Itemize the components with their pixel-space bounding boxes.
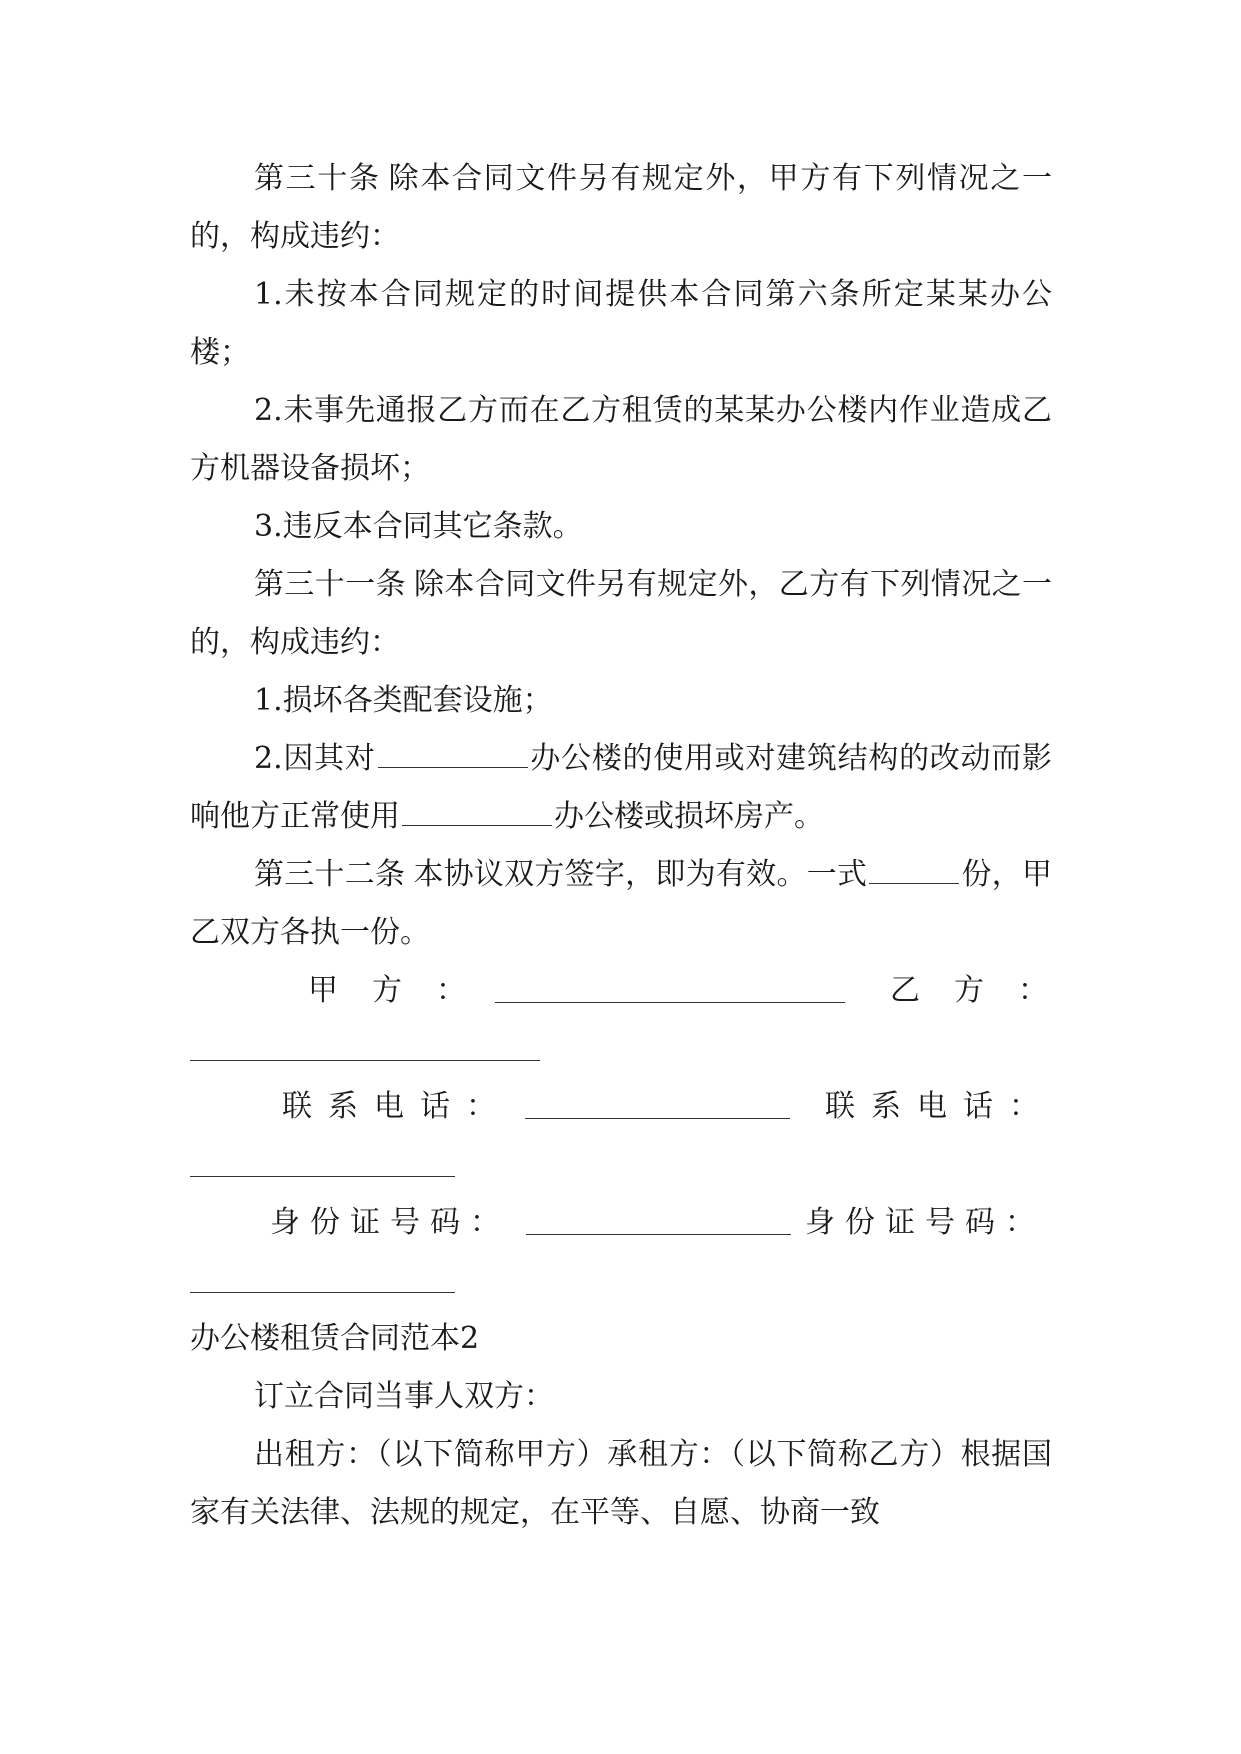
- id-a-line[interactable]: [526, 1234, 791, 1235]
- article-32-title: 第三十二条: [254, 857, 406, 892]
- phone-b-line-row: [190, 1136, 1052, 1194]
- article-30: [190, 150, 1052, 266]
- id-b-line-row: [190, 1252, 1052, 1310]
- phone-b-line[interactable]: [190, 1176, 455, 1177]
- phone-a-label: 联系电话：: [282, 1089, 512, 1124]
- item2-part-c: 办公楼或损坏房产。: [554, 799, 824, 834]
- party-row: [190, 962, 1082, 1020]
- article-32-text-b: 份，甲乙双方各执一份。: [190, 857, 1053, 950]
- article-31-title: 第三十一条: [254, 567, 406, 602]
- id-row: [190, 1194, 1052, 1252]
- party-b-line-row: [190, 1020, 1052, 1078]
- item2-part-b: 办公楼的使用或对建筑结构的改动而影响他方正常使用: [190, 741, 1053, 834]
- party-b-label: 乙方：: [890, 973, 1082, 1008]
- parties-line: 出租方：（以下简称甲方）承租方：（以下简称乙方）根据国家有关法律、法规的规定，在平等、自愿、协商一致: [190, 1437, 1052, 1530]
- article-32: [190, 846, 1052, 962]
- article-30-text: 除本合同文件另有规定外，甲方有下列情况之一的，构成违约：: [190, 161, 1053, 254]
- document-page: [190, 150, 1082, 1542]
- contract-2-heading: 办公楼租赁合同范本2: [190, 1321, 480, 1356]
- blank-field[interactable]: [402, 803, 552, 826]
- article-32-text-a: 本协议双方签字，即为有效。一式: [413, 857, 868, 892]
- article-31-item-1: 1.损坏各类配套设施；: [254, 683, 553, 718]
- phone-a-line[interactable]: [525, 1118, 790, 1119]
- phone-row: [190, 1078, 1055, 1136]
- id-b-line[interactable]: [190, 1292, 455, 1293]
- copies-blank[interactable]: [869, 861, 959, 884]
- article-30-item-2: 2.未事先通报乙方而在乙方租赁的某某办公楼内作业造成乙方机器设备损坏；: [190, 393, 1052, 486]
- id-a-label: 身份证号码：: [270, 1205, 510, 1240]
- article-31: [190, 556, 1052, 672]
- article-30-item-1: 1.未按本合同规定的时间提供本合同第六条所定某某办公楼；: [190, 277, 1052, 370]
- article-30-title: 第三十条: [254, 161, 381, 196]
- article-30-item-3: 3.违反本合同其它条款。: [254, 509, 583, 544]
- party-b-signature-line[interactable]: [190, 1060, 540, 1061]
- article-31-text: 除本合同文件另有规定外，乙方有下列情况之一的，构成违约：: [190, 567, 1052, 660]
- party-a-label: 甲方：: [308, 973, 500, 1008]
- blank-field[interactable]: [378, 745, 528, 768]
- article-31-item-2: [190, 730, 1052, 846]
- phone-b-label: 联系电话：: [825, 1089, 1055, 1124]
- party-a-signature-line[interactable]: [495, 1002, 845, 1003]
- parties-intro: 订立合同当事人双方：: [254, 1379, 554, 1414]
- item2-part-a: 2.因其对: [254, 741, 376, 776]
- id-b-label: 身份证号码：: [805, 1205, 1045, 1240]
